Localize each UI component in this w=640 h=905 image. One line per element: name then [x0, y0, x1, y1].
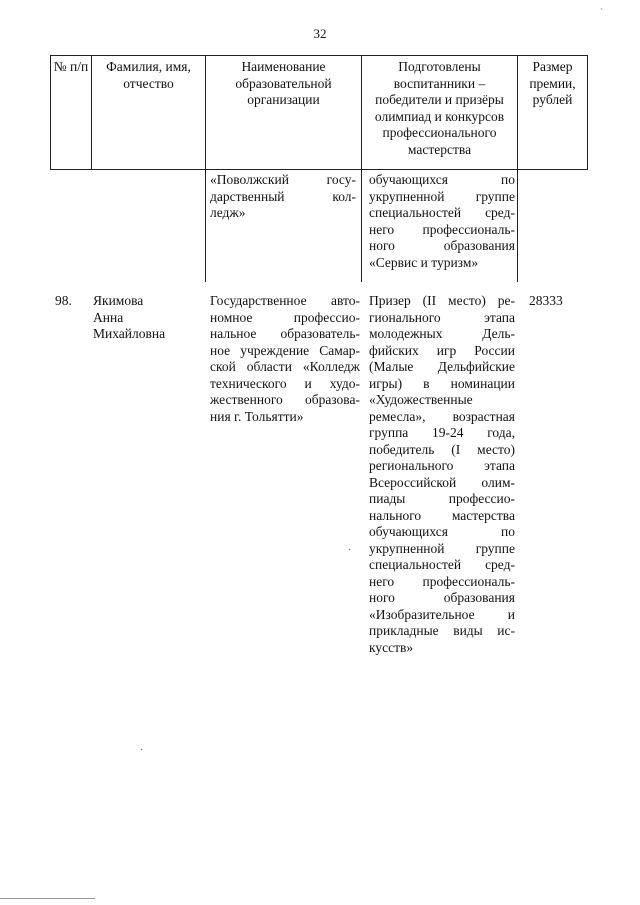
- header-org: Наименование образовательной организации: [206, 56, 362, 170]
- table-header: [50, 55, 588, 170]
- continuation-divider: [361, 170, 362, 282]
- header-name: Фамилия, имя, отчество: [92, 56, 206, 170]
- scan-speck: ·: [348, 545, 352, 556]
- scan-speck: ·: [140, 745, 144, 756]
- continuation-prepared: обучающихся по укрупненной группе специальностей сред- него профессиональ- ного образования «Сервис и туризм»: [369, 172, 515, 270]
- scan-edge-line: [0, 898, 95, 899]
- continuation-divider: [517, 170, 518, 282]
- entry-num: 98.: [55, 293, 72, 308]
- page-number: 32: [313, 26, 327, 41]
- entry-prepared: Призер (II место) ре- гионального этапа молодежных Дель- фийских игр России (Малые Дельфийские игры) в номинации «Художественные ремесла», возрастная группа 19-24 года, победитель (I место) регионального этапа Всероссийской олим- пиады профессио- нального мастерства обучающихся по укрупненной группе специальностей сред- него профессиональ- ного образования «Изобразительное и прикладные виды ис- кусств»: [369, 293, 515, 655]
- continuation-org: «Поволжский госу- дарственный кол- ледж»: [210, 172, 356, 220]
- header-prepared: Подготовлены воспитанники – победители и призёры олимпиад и конкурсов профессионального мастерства: [362, 56, 518, 170]
- header-num: № п/п: [51, 56, 92, 170]
- entry-org: Государственное авто- номное профессио- нальное образователь- ное учреждение Самар- ской области «Колледж технического и худо- жественного образова- ния г. Тольятти»: [210, 293, 360, 424]
- continuation-divider: [205, 170, 206, 282]
- header-prize: Размер премии, рублей: [518, 56, 588, 170]
- entry-prize: 28333: [529, 293, 563, 308]
- entry-name: Якимова Анна Михайловна: [93, 293, 166, 341]
- scan-speck: ˋ: [600, 8, 604, 19]
